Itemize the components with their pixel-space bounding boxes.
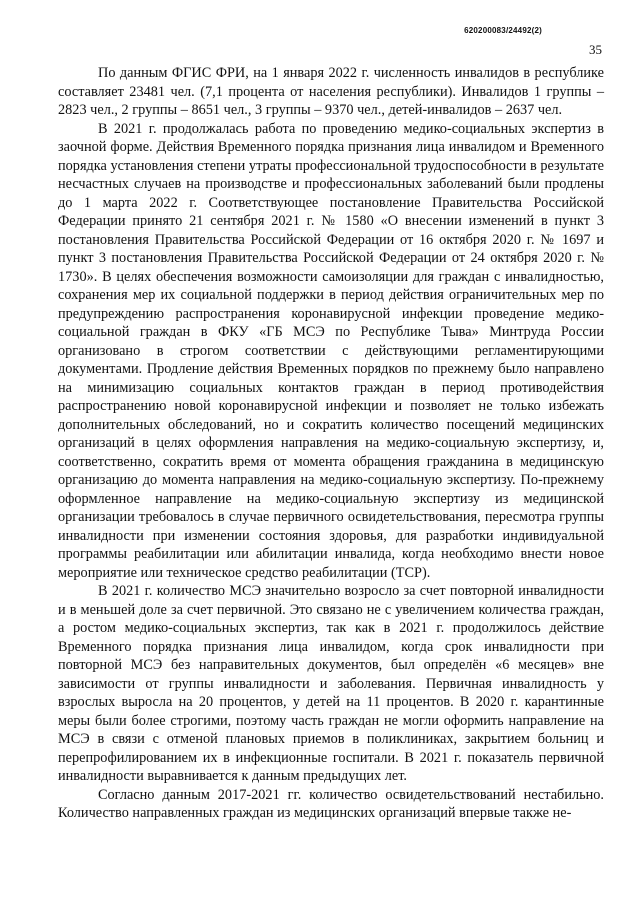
paragraph-examination-trend: Согласно данным 2017-2021 гг. количество освидетельствований нестабильно. Количество направленных граждан из медицинских организаций впервые также не- (58, 786, 604, 821)
paragraph-disability-statistics: По данным ФГИС ФРИ, на 1 января 2022 г. численность инвалидов в республике составляет 23481 чел. (7,1 процента от населения республики). Инвалидов 1 группы – 2823 чел., 2 группы – 8651 чел., 3 группы – 9370 чел., детей-инвалидов – 2637 чел. (58, 65, 604, 118)
paragraph-expertise-growth: В 2021 г. количество МСЭ значительно возросло за счет повторной инвалидности и в меньшей доле за счет первичной. Это связано не с увеличением количества граждан, а ростом медико-социальных экспертиз, так как в 2021 г. продолжилось действие Временного порядка признания лица инвалидом, когда срок инвалидности при повторной МСЭ без направительных документов, был определён «6 месяцев» вне зависимости от группы инвалидности и заболевания. Первичная инвалидность у взрослых выросла на 20 процентов, у детей на 11 процентов. В 2020 г. карантинные меры были более строгими, поэтому часть граждан не могли оформить направление на МСЭ в связи с отменой плановых приемов в поликлиниках, закрытием больниц и перепрофилированием их в инфекционные госпитали. В 2021 г. показатель первичной инвалидности выравнивается к данным предыдущих лет. (58, 583, 604, 784)
document-body (58, 64, 604, 823)
document-id: 620200083/24492(2) (464, 26, 542, 35)
page-number: 35 (589, 42, 602, 57)
paragraph-remote-expertise: В 2021 г. продолжалась работа по проведению медико-социальных экспертиз в заочной форме. Действия Временного порядка признания лица инвалидом и Временного порядка установления степени утраты профессиональной трудоспособности в результате несчастных случаев на производстве и профессиональных заболеваний были продлены до 1 марта 2022 г. Соответствующее постановление Правительства Российской Федерации принято 21 сентября 2021 г. № 1580 «О внесении изменений в пункт 3 постановления Правительства Российской Федерации от 16 октября 2020 г. № 1697 и пункт 3 постановления Правительства Российской Федерации от 24 октября 2020 г. № 1730». В целях обеспечения возможности самоизоляции для граждан с инвалидностью, сохранения мер их социальной поддержки в период действия ограничительных мер по предупреждению распространения коронавирусной инфекции проведение медико-социальной граждан в ФКУ «ГБ МСЭ по Республике Тыва» Минтруда России организовано в строгом соответствии с действующими регламентирующими документами. Продление действия Временных порядков по прежнему было направлено на минимизацию социальных контактов граждан в период противодействия распространению новой коронавирусной инфекции и позволяет не только избежать дополнительных обследований, но и сократить количество посещений медицинских организаций в целях оформления направления на медико-социальную экспертизу, и, соответственно, сократить время от момента обращения гражданина в медицинскую организацию до момента направления на медико-социальную экспертизу. По-прежнему оформленное направление на медико-социальную экспертизу из медицинской организации требовалось в случае первичного освидетельствования, пересмотра группы инвалидности при изменении состояния здоровья, для разработки индивидуальной программы реабилитации или абилитации инвалида, когда необходимо внести новое мероприятие или техническое средство реабилитации (ТСР). (58, 120, 604, 581)
